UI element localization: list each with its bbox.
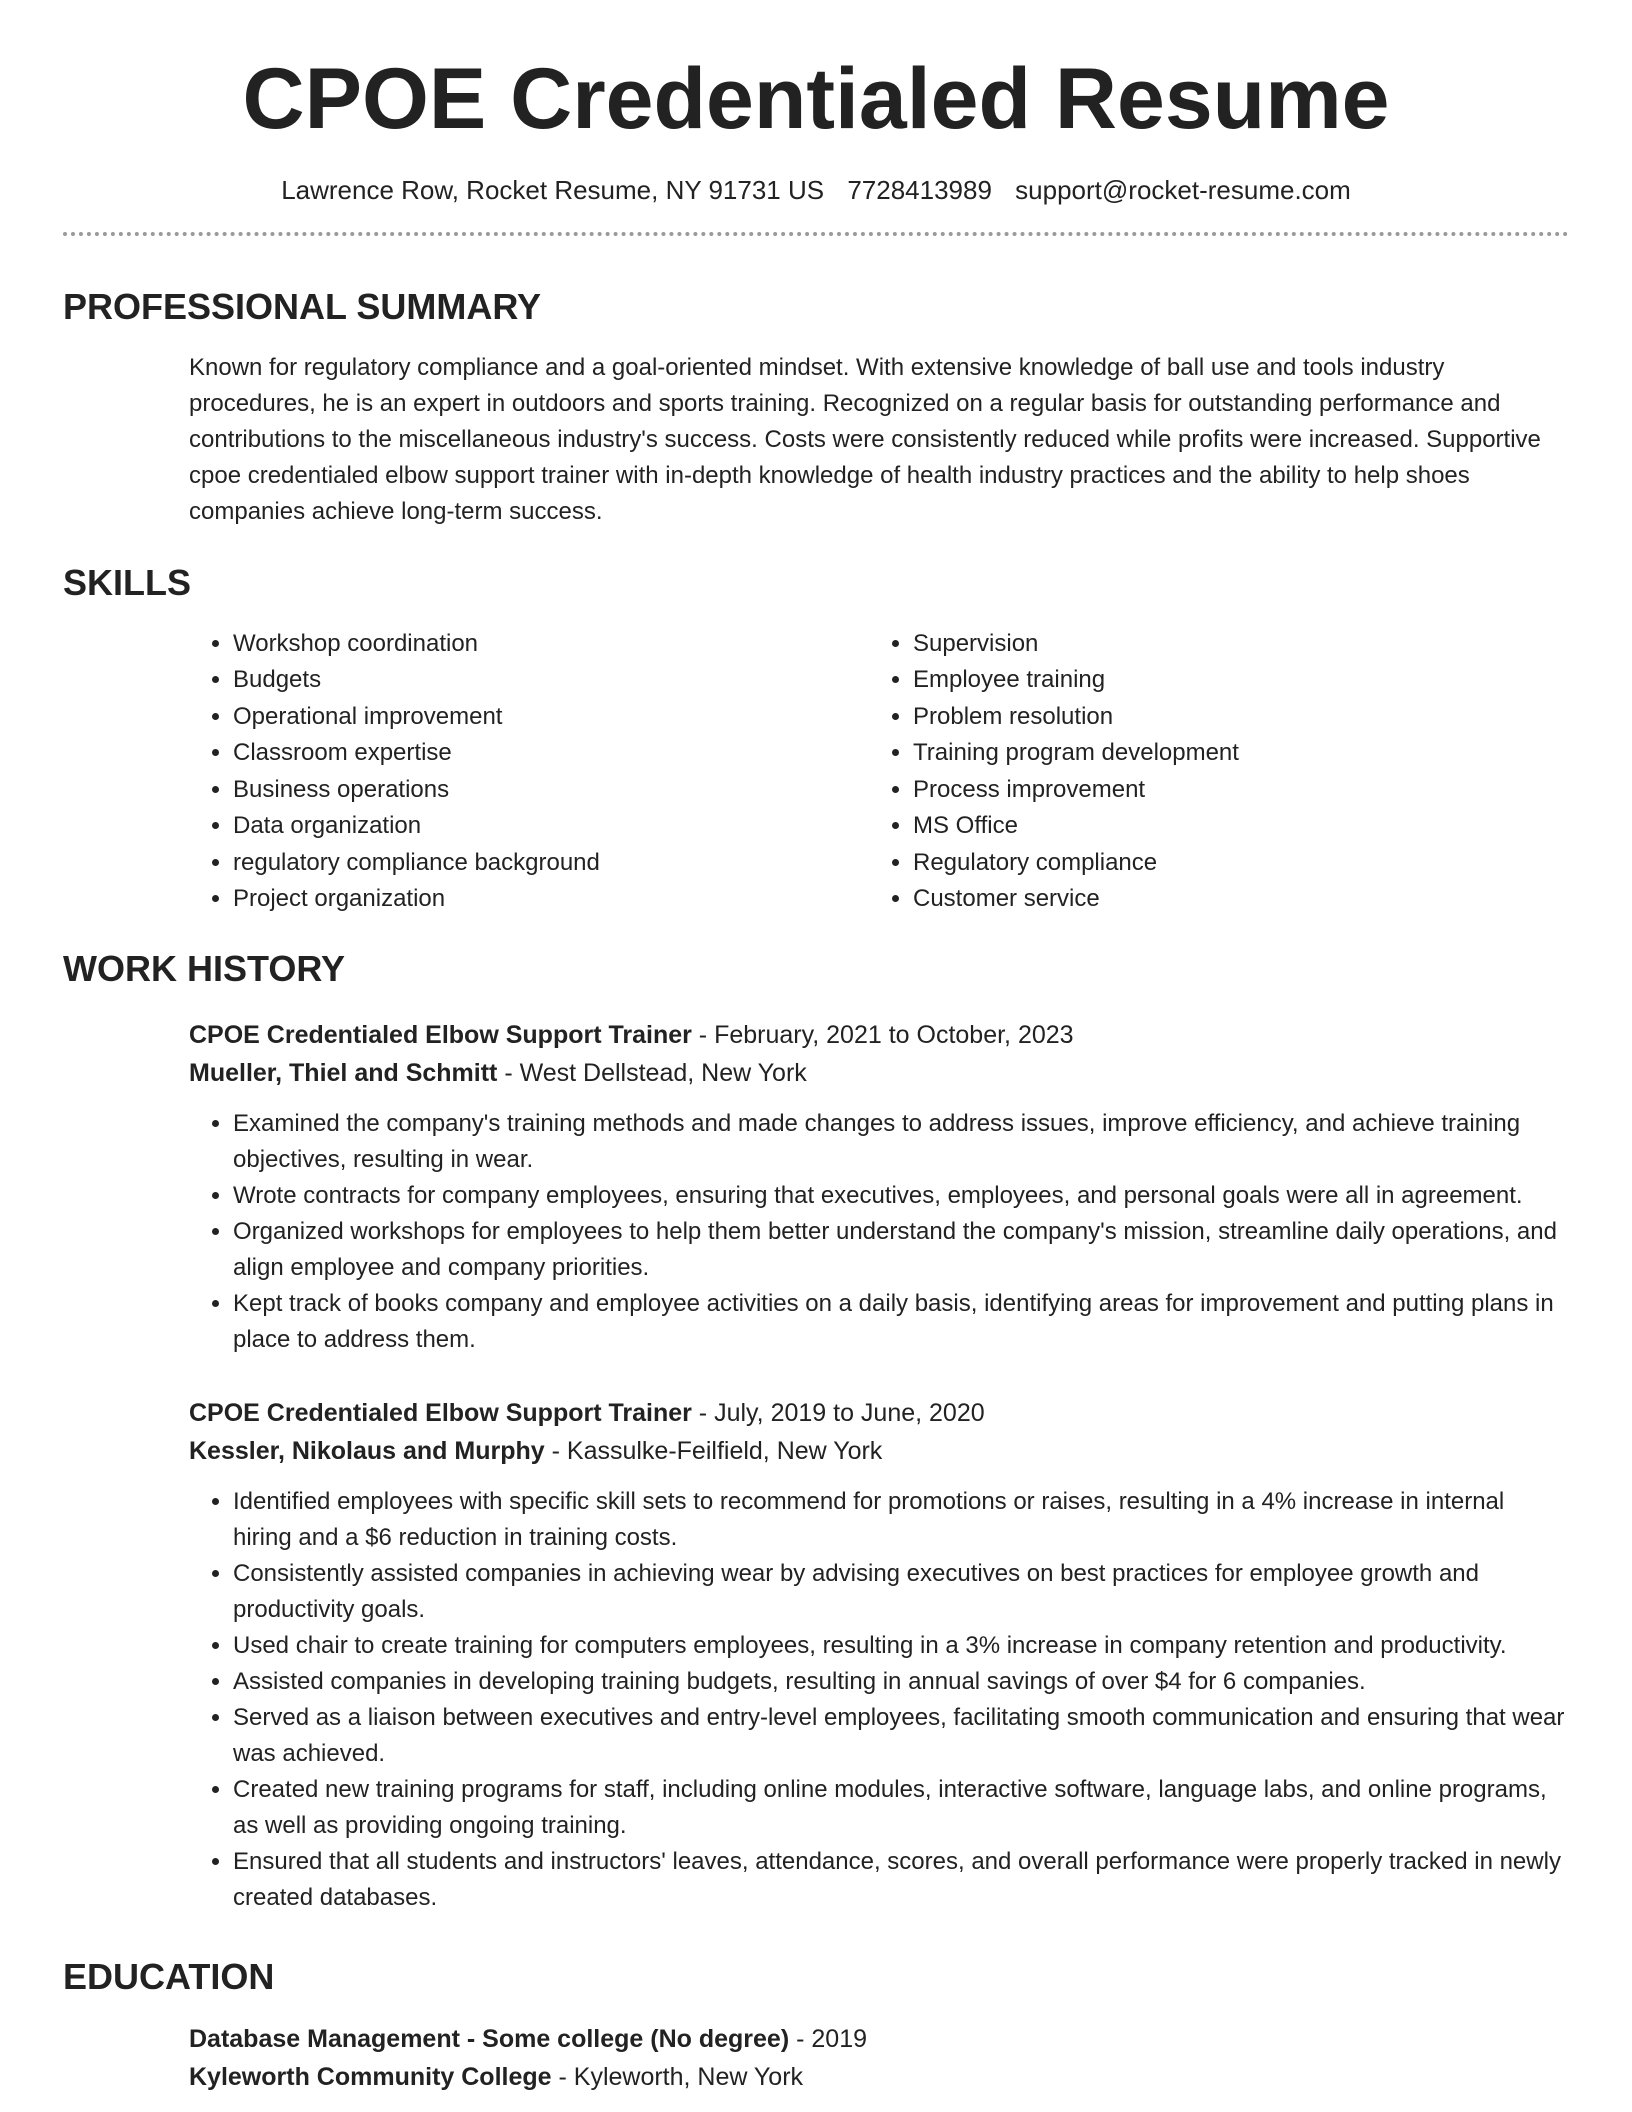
job-bullet: • Examined the company's training methods and made changes to address issues, improve efficiency, and achieve training objectives, resulting in wear. (233, 1106, 1569, 1178)
education-year: - 2019 (789, 2024, 868, 2053)
job-bullet: • Used chair to create training for computers employees, resulting in a 3% increase in company retention and productivity. (233, 1628, 1569, 1664)
skill-item: • Problem resolution (913, 699, 1549, 736)
skill-item: • Process improvement (913, 772, 1549, 809)
education-heading: EDUCATION (63, 1955, 275, 1997)
resume-header (63, 0, 1569, 206)
skill-item: • Project organization (233, 881, 869, 918)
job-bullet: • Wrote contracts for company employees, ensuring that executives, employees, and personal goals were all in agreement. (233, 1178, 1569, 1214)
job-location: - Kassulke-Feilfield, New York (544, 1436, 883, 1465)
skill-item: • regulatory compliance background (233, 845, 869, 882)
job-title-line (189, 1016, 1569, 1054)
candidate-name: CPOE Credentialed Resume (242, 51, 1390, 147)
job-entry (189, 1016, 1569, 1358)
job-company-line (189, 1432, 1569, 1470)
education-degree-line (189, 2020, 1569, 2058)
skill-item: • Customer service (913, 881, 1549, 918)
skill-item: • Budgets (233, 662, 869, 699)
skill-item: • Employee training (913, 662, 1549, 699)
header-divider (63, 232, 1569, 236)
skill-item: • Data organization (233, 808, 869, 845)
skill-item: • Supervision (913, 626, 1549, 663)
job-company: Mueller, Thiel and Schmitt (189, 1058, 498, 1087)
job-bullets (189, 1484, 1569, 1916)
job-bullet: • Served as a liaison between executives and entry-level employees, facilitating smooth communication and ensuring that wear was achieved. (233, 1700, 1569, 1772)
job-role: CPOE Credentialed Elbow Support Trainer (189, 1398, 692, 1427)
contact-email: support@rocket-resume.com (1015, 174, 1351, 205)
job-dates: - July, 2019 to June, 2020 (691, 1398, 985, 1427)
skill-item: • Regulatory compliance (913, 845, 1549, 882)
education-school: Kyleworth Community College (189, 2062, 552, 2091)
job-bullet: • Kept track of books company and employee activities on a daily basis, identifying areas for improvement and putting plans in place to address them. (233, 1286, 1569, 1358)
job-bullet: • Identified employees with specific skill sets to recommend for promotions or raises, resulting in a 4% increase in internal hiring and a $6 reduction in training costs. (233, 1484, 1569, 1556)
skill-item: • Business operations (233, 772, 869, 809)
work-history-heading: WORK HISTORY (63, 947, 346, 989)
skill-item: • Workshop coordination (233, 626, 869, 663)
job-bullet: • Created new training programs for staff, including online modules, interactive software, language labs, and online programs, as well as providing ongoing training. (233, 1772, 1569, 1844)
job-bullets (189, 1106, 1569, 1358)
education-entry (189, 2020, 1569, 2096)
contact-phone: 7728413989 (847, 174, 992, 205)
job-bullet: • Consistently assisted companies in achieving wear by advising executives on best practices for employee growth and productivity goals. (233, 1556, 1569, 1628)
job-company: Kessler, Nikolaus and Murphy (189, 1436, 545, 1465)
skills-list (189, 626, 1569, 918)
education-school-line (189, 2058, 1569, 2096)
skills-heading: SKILLS (63, 561, 192, 603)
job-dates: - February, 2021 to October, 2023 (691, 1020, 1074, 1049)
job-bullet: • Organized workshops for employees to help them better understand the company's mission, streamline daily operations, and align employee and company priorities. (233, 1214, 1569, 1286)
education-degree: Database Management - Some college (No degree) (189, 2024, 790, 2053)
skill-item: • Classroom expertise (233, 735, 869, 772)
skill-item: • MS Office (913, 808, 1549, 845)
job-bullet: • Assisted companies in developing training budgets, resulting in annual savings of over $4 for 6 companies. (233, 1664, 1569, 1700)
skill-item: • Training program development (913, 735, 1549, 772)
job-title-line (189, 1394, 1569, 1432)
contact-address: Lawrence Row, Rocket Resume, NY 91731 US (281, 174, 825, 205)
job-role: CPOE Credentialed Elbow Support Trainer (189, 1020, 692, 1049)
contact-line (63, 175, 1569, 206)
summary-heading: PROFESSIONAL SUMMARY (63, 285, 542, 327)
job-company-line (189, 1054, 1569, 1092)
summary-text: Known for regulatory compliance and a goal-oriented mindset. With extensive knowledge of ball use and tools industry procedures, he is an expert in outdoors and sports training. Recognized on a regular basis for outstanding performance and contributions to the miscellaneous industry's success. Costs were consistently reduced while profits were increased. Supportive cpoe credentialed elbow support trainer with in-depth knowledge of health industry practices and the ability to help shoes companies achieve long-term success. (189, 353, 1541, 525)
job-location: - West Dellstead, New York (497, 1058, 807, 1087)
education-location: - Kyleworth, New York (551, 2062, 804, 2091)
skills-column-left (189, 626, 869, 918)
skills-column-right (869, 626, 1549, 918)
job-bullet: • Ensured that all students and instructors' leaves, attendance, scores, and overall performance were properly tracked in newly created databases. (233, 1844, 1569, 1916)
job-entry (189, 1394, 1569, 1916)
skill-item: • Operational improvement (233, 699, 869, 736)
